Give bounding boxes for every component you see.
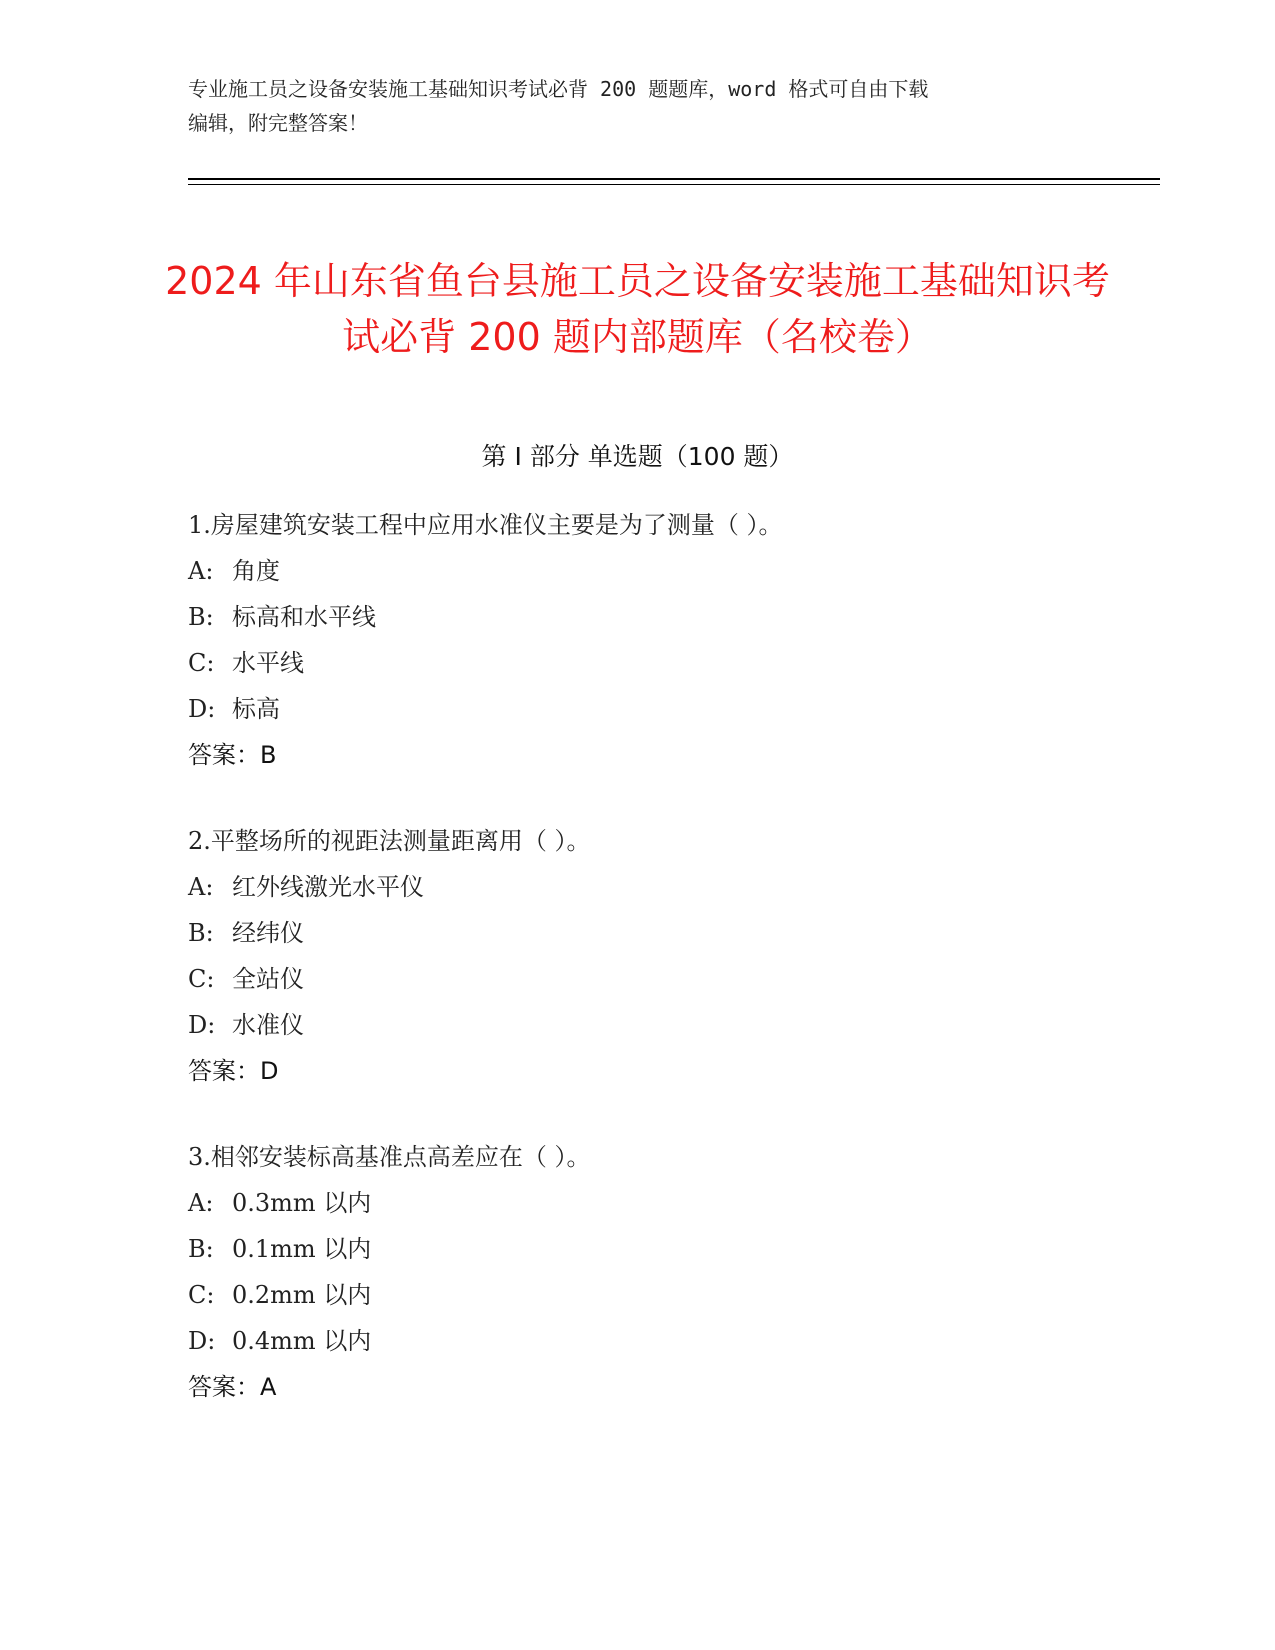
option-d bbox=[188, 1318, 1188, 1364]
option-text: 0.1mm 以内 bbox=[232, 1235, 372, 1263]
answer: 答案：D bbox=[188, 1057, 279, 1085]
question-3 bbox=[188, 1134, 1188, 1410]
option-c bbox=[188, 1272, 1188, 1318]
header-rule-thin bbox=[188, 184, 1160, 185]
section-title: 第 I 部分 单选题（100 题） bbox=[481, 442, 794, 471]
option-text: 角度 bbox=[232, 557, 280, 585]
option-a bbox=[188, 1180, 1188, 1226]
option-c bbox=[188, 640, 1188, 686]
option-text: 经纬仪 bbox=[232, 919, 304, 947]
option-b bbox=[188, 594, 1188, 640]
option-label: A: bbox=[188, 873, 214, 901]
option-label: B: bbox=[188, 919, 214, 947]
option-label: D: bbox=[188, 1327, 216, 1355]
option-text: 水准仪 bbox=[232, 1011, 304, 1039]
answer: 答案：B bbox=[188, 741, 277, 769]
question-stem: 3.相邻安装标高基准点高差应在（ ）。 bbox=[188, 1143, 591, 1171]
option-d bbox=[188, 686, 1188, 732]
option-a bbox=[188, 864, 1188, 910]
option-text: 红外线激光水平仪 bbox=[232, 873, 424, 901]
option-text: 0.4mm 以内 bbox=[232, 1327, 372, 1355]
option-label: B: bbox=[188, 603, 214, 631]
question-stem: 2.平整场所的视距法测量距离用（ ）。 bbox=[188, 827, 591, 855]
option-text: 全站仪 bbox=[232, 965, 304, 993]
option-label: C: bbox=[188, 1281, 215, 1309]
option-a bbox=[188, 548, 1188, 594]
header-rule-thick bbox=[188, 178, 1160, 180]
option-d bbox=[188, 1002, 1188, 1048]
option-text: 标高和水平线 bbox=[232, 603, 376, 631]
answer: 答案：A bbox=[188, 1373, 277, 1401]
option-label: C: bbox=[188, 965, 215, 993]
option-label: A: bbox=[188, 1189, 214, 1217]
option-b bbox=[188, 1226, 1188, 1272]
option-label: A: bbox=[188, 557, 214, 585]
option-b bbox=[188, 910, 1188, 956]
option-text: 0.3mm 以内 bbox=[232, 1189, 372, 1217]
option-text: 标高 bbox=[232, 695, 280, 723]
question-2 bbox=[188, 818, 1188, 1094]
option-text: 水平线 bbox=[232, 649, 304, 677]
option-label: D: bbox=[188, 1011, 216, 1039]
option-text: 0.2mm 以内 bbox=[232, 1281, 372, 1309]
option-label: C: bbox=[188, 649, 215, 677]
option-label: D: bbox=[188, 695, 216, 723]
question-1 bbox=[188, 502, 1188, 778]
option-label: B: bbox=[188, 1235, 214, 1263]
question-stem: 1.房屋建筑安装工程中应用水准仪主要是为了测量（ ）。 bbox=[188, 511, 783, 539]
option-c bbox=[188, 956, 1188, 1002]
header-note: 专业施工员之设备安装施工基础知识考试必背 200 题题库，word 格式可自由下载 编辑，附完整答案！ bbox=[188, 77, 929, 135]
document-title: 2024 年山东省鱼台县施工员之设备安装施工基础知识考试必背 200 题内部题库（名校卷） bbox=[165, 259, 1110, 360]
